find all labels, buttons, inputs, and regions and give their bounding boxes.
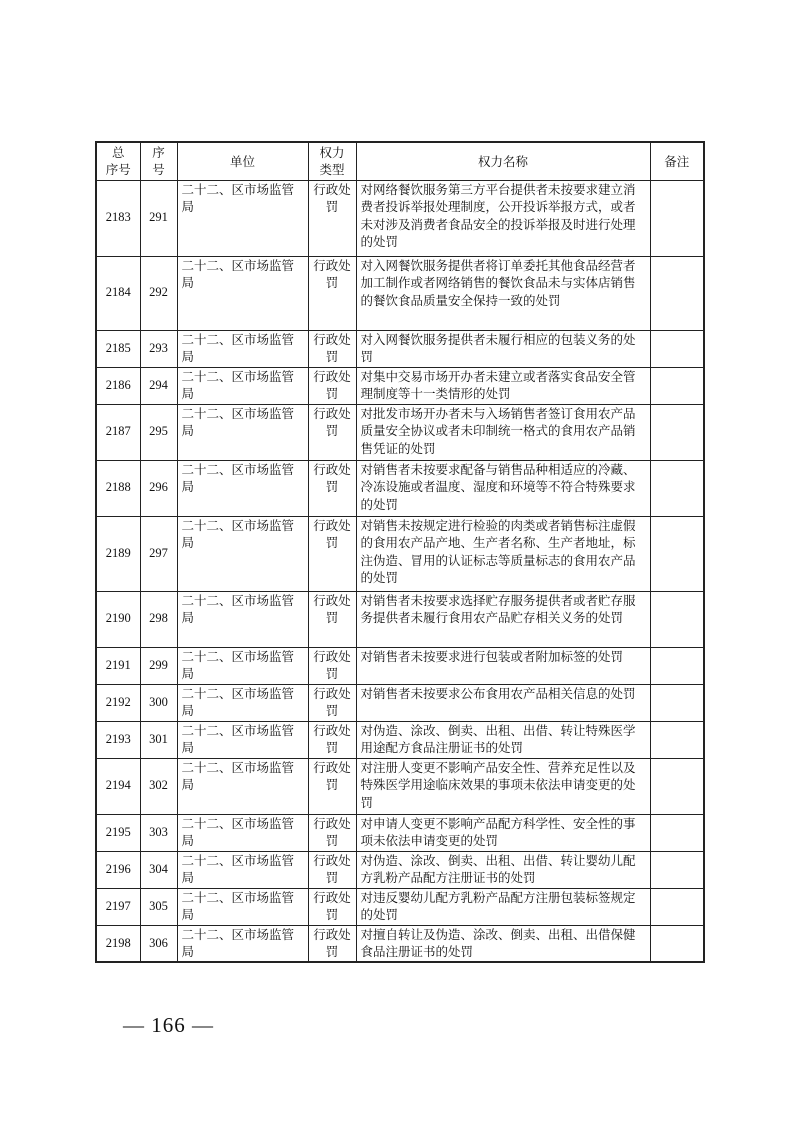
total-no-cell: 2184	[96, 256, 140, 330]
remark-cell	[650, 888, 704, 925]
seq-cell: 298	[140, 591, 177, 647]
remark-cell	[650, 180, 704, 256]
seq-cell: 306	[140, 925, 177, 962]
remark-cell	[650, 925, 704, 962]
unit-cell: 二十二、区市场监管局	[177, 591, 308, 647]
table-row	[96, 721, 704, 758]
unit-cell: 二十二、区市场监管局	[177, 851, 308, 888]
power-type-cell: 行政处罚	[308, 888, 356, 925]
table-row	[96, 367, 704, 404]
power-type-cell: 行政处罚	[308, 591, 356, 647]
header-seq: 序 号	[140, 142, 177, 180]
table-row	[96, 814, 704, 851]
table-body	[96, 180, 704, 962]
power-name-cell: 对销售者未按要求配备与销售品种相适应的冷藏、冷冻设施或者温度、湿度和环境等不符合特殊要求的处罚	[356, 460, 650, 516]
unit-cell: 二十二、区市场监管局	[177, 684, 308, 721]
remark-cell	[650, 851, 704, 888]
unit-cell: 二十二、区市场监管局	[177, 888, 308, 925]
table-row	[96, 647, 704, 684]
seq-cell: 291	[140, 180, 177, 256]
power-name-cell: 对注册人变更不影响产品安全性、营养充足性以及特殊医学用途临床效果的事项未依法申请变更的处罚	[356, 758, 650, 814]
total-no-cell: 2197	[96, 888, 140, 925]
power-type-cell: 行政处罚	[308, 516, 356, 591]
seq-cell: 300	[140, 684, 177, 721]
total-no-cell: 2195	[96, 814, 140, 851]
remark-cell	[650, 721, 704, 758]
seq-cell: 301	[140, 721, 177, 758]
total-no-cell: 2196	[96, 851, 140, 888]
table-row	[96, 851, 704, 888]
power-name-cell: 对网络餐饮服务第三方平台提供者未按要求建立消费者投诉举报处理制度，公开投诉举报方式，或者未对涉及消费者食品安全的投诉举报及时进行处理的处罚	[356, 180, 650, 256]
remark-cell	[650, 330, 704, 367]
power-type-cell: 行政处罚	[308, 925, 356, 962]
header-total-no: 总 序号	[96, 142, 140, 180]
unit-cell: 二十二、区市场监管局	[177, 516, 308, 591]
table-row	[96, 180, 704, 256]
remark-cell	[650, 591, 704, 647]
unit-cell: 二十二、区市场监管局	[177, 460, 308, 516]
table-row	[96, 330, 704, 367]
seq-cell: 305	[140, 888, 177, 925]
table-row	[96, 888, 704, 925]
total-no-cell: 2185	[96, 330, 140, 367]
total-no-cell: 2191	[96, 647, 140, 684]
unit-cell: 二十二、区市场监管局	[177, 404, 308, 460]
power-name-cell: 对伪造、涂改、倒卖、出租、出借、转让特殊医学用途配方食品注册证书的处罚	[356, 721, 650, 758]
seq-cell: 296	[140, 460, 177, 516]
power-name-cell: 对销售者未按要求公布食用农产品相关信息的处罚	[356, 684, 650, 721]
power-name-cell: 对集中交易市场开办者未建立或者落实食品安全管理制度等十一类情形的处罚	[356, 367, 650, 404]
remark-cell	[650, 647, 704, 684]
unit-cell: 二十二、区市场监管局	[177, 330, 308, 367]
header-name: 权力名称	[356, 142, 650, 180]
table-row	[96, 460, 704, 516]
total-no-cell: 2190	[96, 591, 140, 647]
table-row	[96, 925, 704, 962]
power-type-cell: 行政处罚	[308, 721, 356, 758]
power-name-cell: 对申请人变更不影响产品配方科学性、安全性的事项未依法申请变更的处罚	[356, 814, 650, 851]
seq-cell: 302	[140, 758, 177, 814]
unit-cell: 二十二、区市场监管局	[177, 256, 308, 330]
remark-cell	[650, 367, 704, 404]
power-name-cell: 对销售者未按要求选择贮存服务提供者或者贮存服务提供者未履行食用农产品贮存相关义务的处罚	[356, 591, 650, 647]
power-type-cell: 行政处罚	[308, 851, 356, 888]
table-row	[96, 516, 704, 591]
unit-cell: 二十二、区市场监管局	[177, 758, 308, 814]
remark-cell	[650, 814, 704, 851]
power-type-cell: 行政处罚	[308, 758, 356, 814]
unit-cell: 二十二、区市场监管局	[177, 367, 308, 404]
power-type-cell: 行政处罚	[308, 647, 356, 684]
table-row	[96, 591, 704, 647]
table-row	[96, 404, 704, 460]
power-type-cell: 行政处罚	[308, 460, 356, 516]
power-type-cell: 行政处罚	[308, 404, 356, 460]
power-type-cell: 行政处罚	[308, 684, 356, 721]
total-no-cell: 2189	[96, 516, 140, 591]
remark-cell	[650, 516, 704, 591]
power-name-cell: 对销售者未按要求进行包装或者附加标签的处罚	[356, 647, 650, 684]
total-no-cell: 2187	[96, 404, 140, 460]
header-unit: 单位	[177, 142, 308, 180]
unit-cell: 二十二、区市场监管局	[177, 925, 308, 962]
seq-cell: 299	[140, 647, 177, 684]
seq-cell: 292	[140, 256, 177, 330]
unit-cell: 二十二、区市场监管局	[177, 180, 308, 256]
power-name-cell: 对伪造、涂改、倒卖、出租、出借、转让婴幼儿配方乳粉产品配方注册证书的处罚	[356, 851, 650, 888]
unit-cell: 二十二、区市场监管局	[177, 721, 308, 758]
total-no-cell: 2188	[96, 460, 140, 516]
seq-cell: 304	[140, 851, 177, 888]
table-row	[96, 758, 704, 814]
total-no-cell: 2194	[96, 758, 140, 814]
remark-cell	[650, 256, 704, 330]
power-name-cell: 对入网餐饮服务提供者未履行相应的包装义务的处罚	[356, 330, 650, 367]
power-type-cell: 行政处罚	[308, 367, 356, 404]
power-list-table	[95, 141, 705, 963]
seq-cell: 294	[140, 367, 177, 404]
total-no-cell: 2192	[96, 684, 140, 721]
seq-cell: 295	[140, 404, 177, 460]
unit-cell: 二十二、区市场监管局	[177, 814, 308, 851]
table-header-row	[96, 142, 704, 180]
power-type-cell: 行政处罚	[308, 814, 356, 851]
header-remark: 备注	[650, 142, 704, 180]
unit-cell: 二十二、区市场监管局	[177, 647, 308, 684]
power-type-cell: 行政处罚	[308, 180, 356, 256]
remark-cell	[650, 460, 704, 516]
total-no-cell: 2186	[96, 367, 140, 404]
total-no-cell: 2183	[96, 180, 140, 256]
page-number: — 166 —	[123, 1013, 214, 1037]
seq-cell: 293	[140, 330, 177, 367]
total-no-cell: 2198	[96, 925, 140, 962]
power-name-cell: 对批发市场开办者未与入场销售者签订食用农产品质量安全协议或者未印制统一格式的食用农产品销售凭证的处罚	[356, 404, 650, 460]
power-name-cell: 对入网餐饮服务提供者将订单委托其他食品经营者加工制作或者网络销售的餐饮食品未与实体店销售的餐饮食品质量安全保持一致的处罚	[356, 256, 650, 330]
total-no-cell: 2193	[96, 721, 140, 758]
seq-cell: 297	[140, 516, 177, 591]
remark-cell	[650, 404, 704, 460]
power-type-cell: 行政处罚	[308, 256, 356, 330]
power-name-cell: 对擅自转让及伪造、涂改、倒卖、出租、出借保健食品注册证书的处罚	[356, 925, 650, 962]
power-name-cell: 对销售未按规定进行检验的肉类或者销售标注虚假的食用农产品产地、生产者名称、生产者地址，标注伪造、冒用的认证标志等质量标志的食用农产品的处罚	[356, 516, 650, 591]
remark-cell	[650, 684, 704, 721]
power-name-cell: 对违反婴幼儿配方乳粉产品配方注册包装标签规定的处罚	[356, 888, 650, 925]
table-row	[96, 256, 704, 330]
table-row	[96, 684, 704, 721]
power-type-cell: 行政处罚	[308, 330, 356, 367]
remark-cell	[650, 758, 704, 814]
seq-cell: 303	[140, 814, 177, 851]
header-type: 权力 类型	[308, 142, 356, 180]
